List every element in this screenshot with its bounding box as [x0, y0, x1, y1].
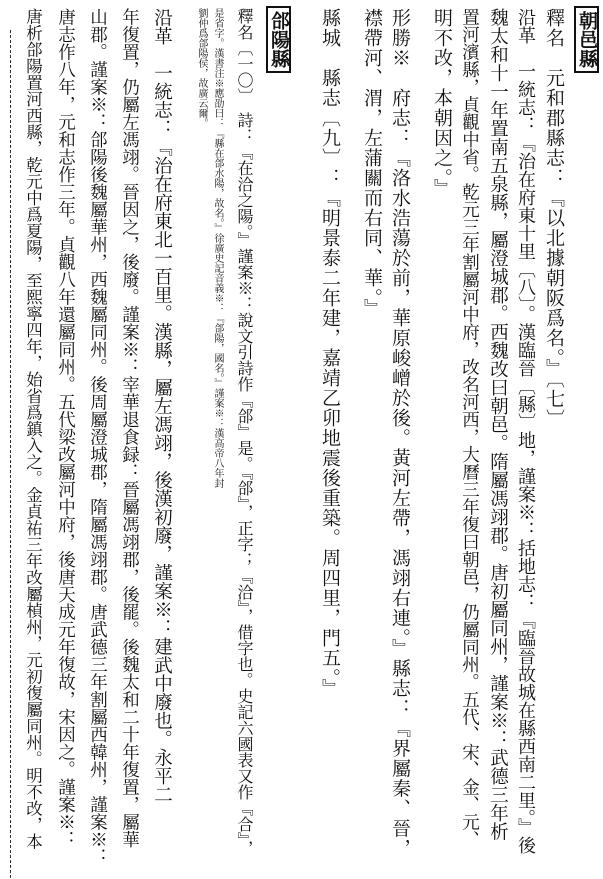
text-column-1: 釋名 元和郡縣志：『以北據朝阪爲名。』〔七〕 — [543, 8, 565, 429]
text-column-13: 年復置，仍屬左馮翊。晉因之，後廢。謹案※：宰華退食録：晉屬馮翊郡，後罷。後魏太和二十年復置，屬華 — [119, 8, 140, 848]
note-column-11: 劉仲爲郃陽侯，故廣云爾。 — [196, 8, 207, 128]
text-column-8: 縣城 縣志〔九〕：『明景泰二年建，嘉靖乙卯地震後重築。周四里，門五。』 — [319, 8, 341, 699]
text-column-7: 襟帶河、渭，左蒲關而右同、華。』 — [361, 8, 383, 319]
text-column-5: 明不改，本朝因之。』 — [431, 8, 453, 199]
county-title-box: 朝邑縣 — [574, 6, 599, 73]
text-column-2: 沿革 一統志：『治在府東十里〔八〕。漢臨晉〔縣〕地，謹案※：括地志：『臨晉故城在縣西南二里。』後 — [515, 8, 536, 854]
note-column-10: 是省字。漢書注※應劭曰：『縣在郃水陽，故名。』徐廣史記音義※：『郃陽，國名。』謹案※：漢高帝八年封 — [212, 8, 223, 488]
text-column-12: 沿革 一統志：『治在府東北一百里。漢縣，屬左馮翊，後漢初廢，謹案※：建武中廢也。永平二 — [151, 8, 173, 804]
text-column-3: 魏太和十一年置南五泉縣，屬澄城郡。西魏改曰朝邑。隋屬馮翊郡。唐初屬同州，謹案※：武德三年析 — [487, 8, 509, 841]
margin-dash-line — [10, 30, 11, 878]
section-title-heyang: 郃陽縣 — [266, 6, 291, 73]
text-column-16: 唐析郃陽置河西縣，乾元中爲夏陽，至熙寧四年，始省爲鎮入之。金貞祐三年改屬楨州，元初復屬同州。明不改，本 — [23, 8, 43, 850]
text-column-6: 形勝※ 府志：『洛水浩蕩於前，華原峻嶒於後。黃河左帶，馮翊右連。』縣志：『界屬秦、晉， — [389, 8, 411, 859]
text-column-9: 釋名〔一〇〕 詩：『在洽之陽。』謹案※：說文引詩作『郃』是。『郃』，正字；『洽』，借字也。史記六國表又作『合』， — [235, 8, 254, 856]
text-column-4: 置河濱縣，貞觀中省。乾元三年割屬河中府，改名河西，大曆三年復曰朝邑，仍屬同州。五代、宋、金、元、 — [459, 8, 480, 848]
text-column-14: 山郡。謹案※：郃陽後魏屬華州，西魏屬同州。後周屬澄城郡，隋屬馮翊郡。唐武德三年割屬西韓州，謹案※： — [87, 8, 108, 866]
text-column-15: 唐志作八年，元和志作三年。貞觀八年還屬同州。五代梁改屬河中府，後唐天成元年復故，宋因之。謹案※： — [55, 8, 76, 848]
